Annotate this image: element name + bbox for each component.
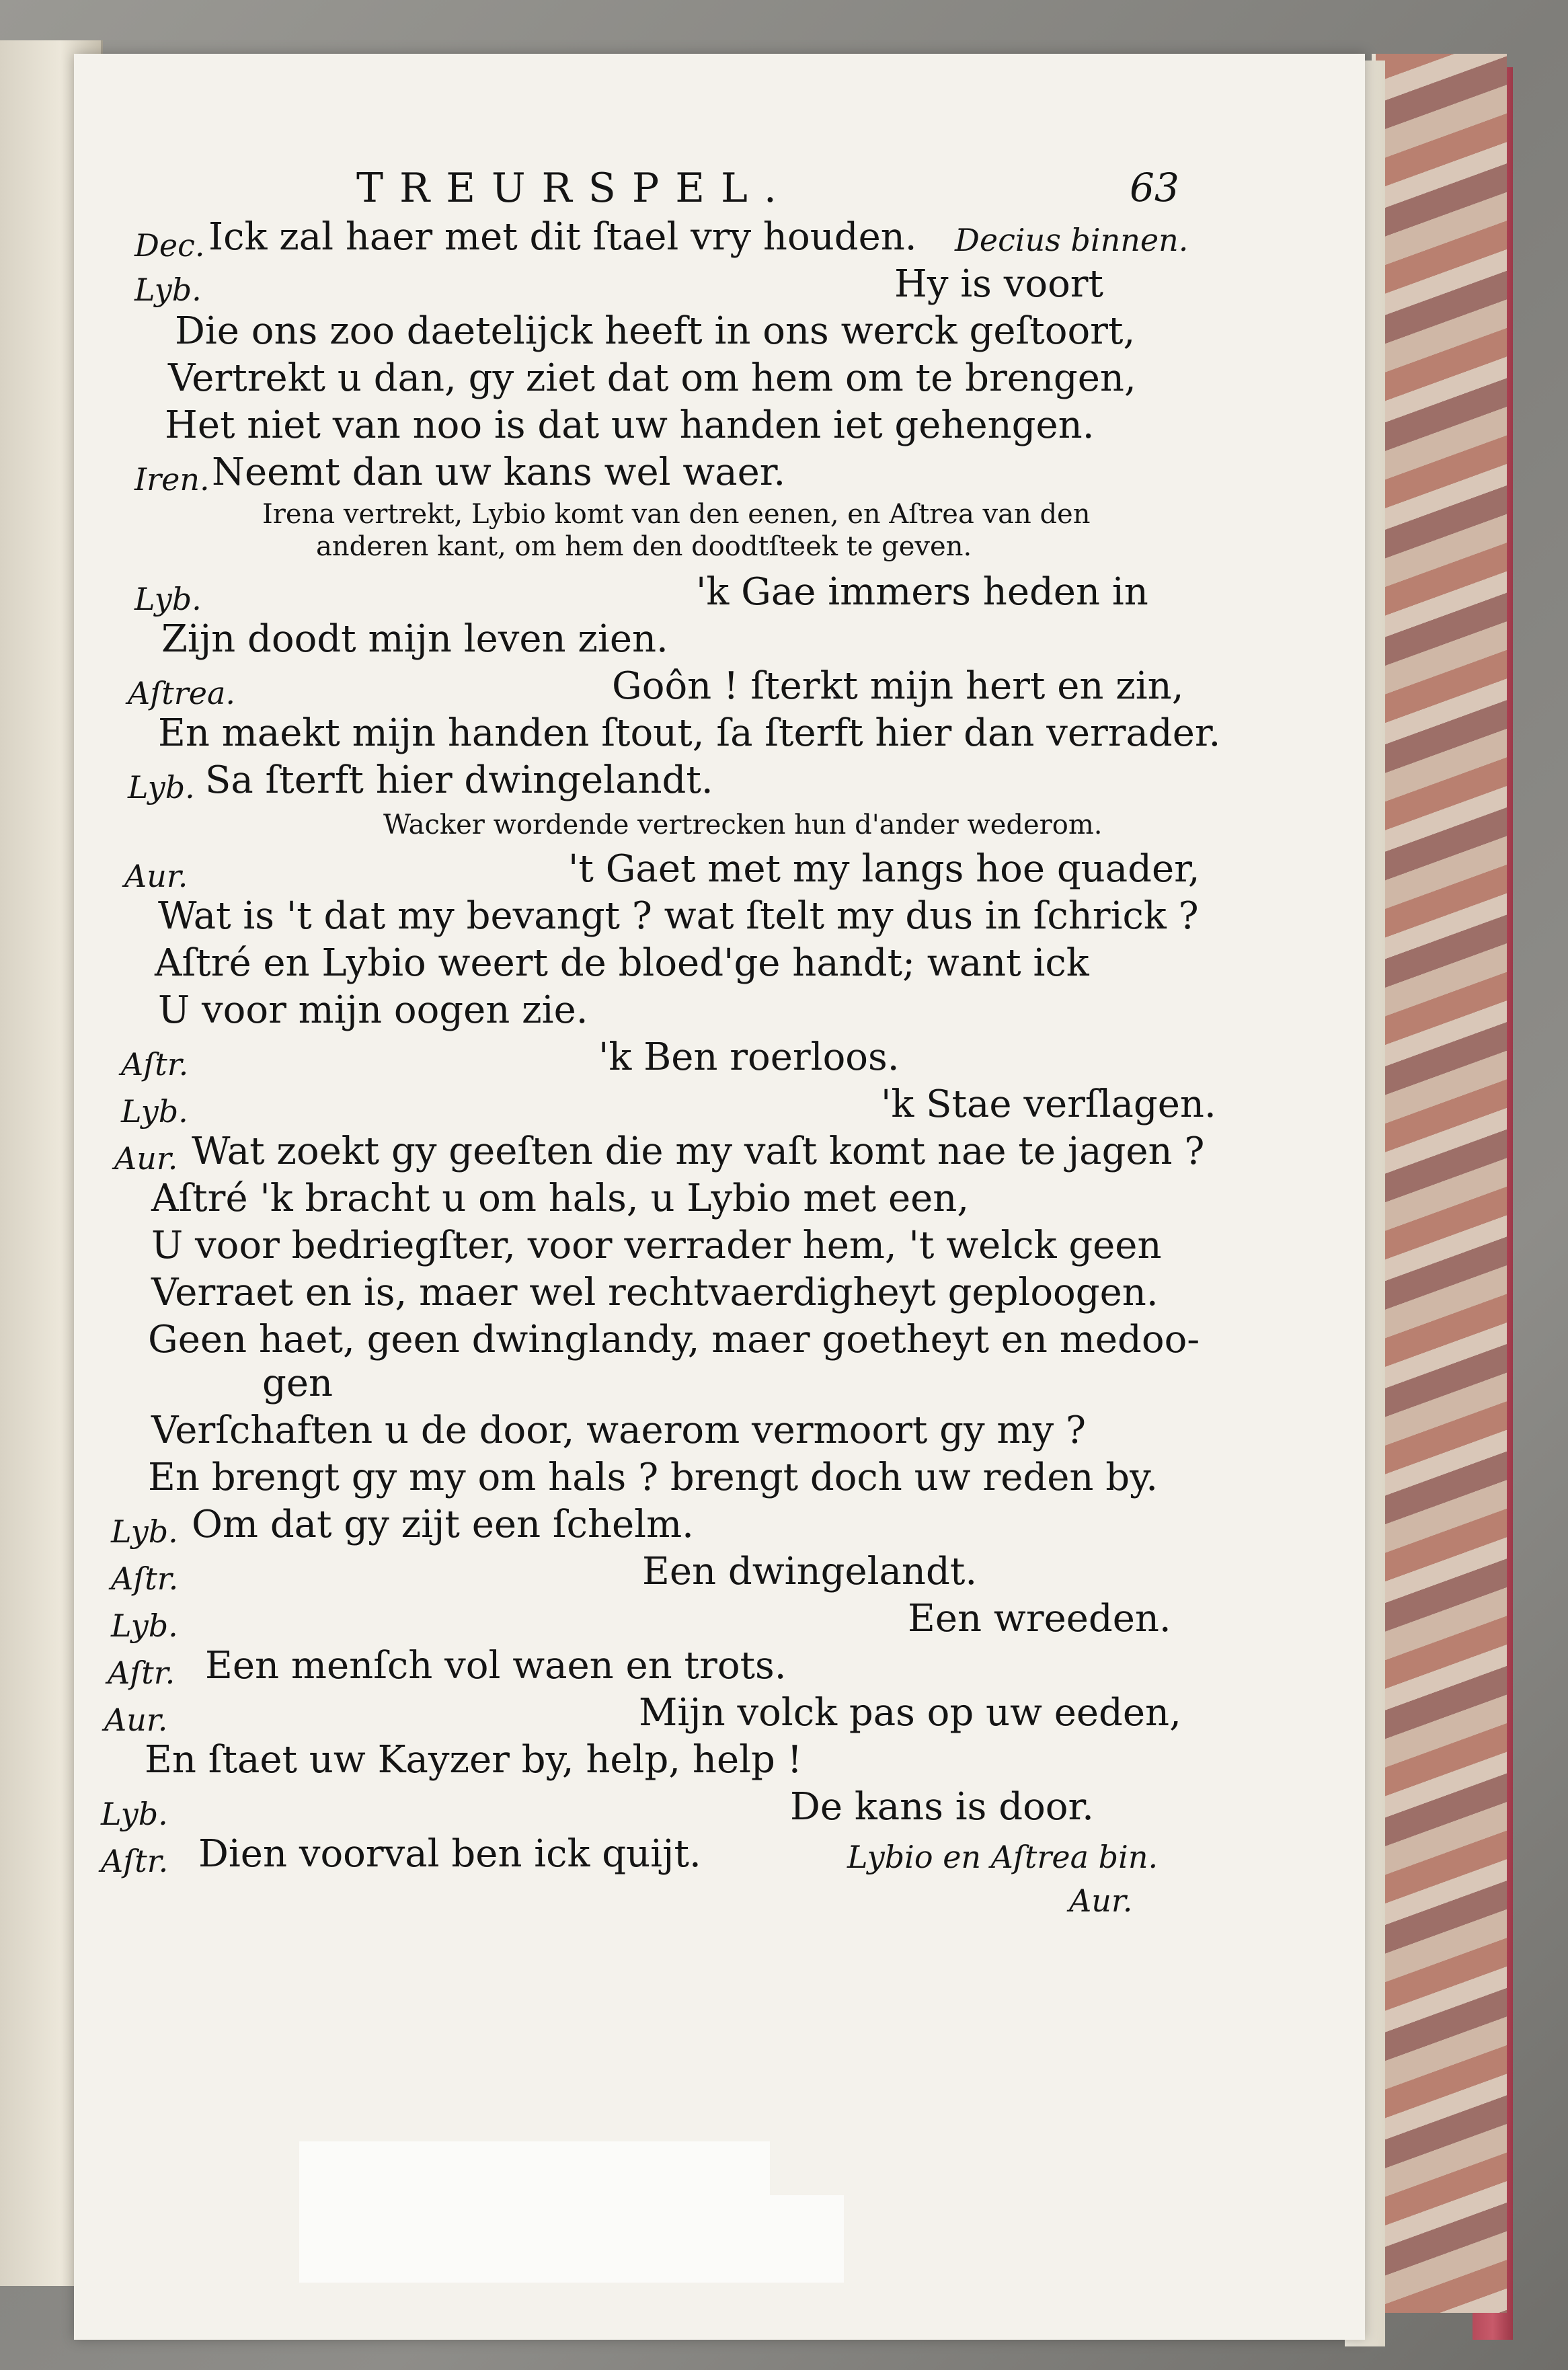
verse-line: [74, 215, 1365, 264]
verse-text: Aſtré 'k bracht u om hals, u Lybio met een,: [151, 1177, 970, 1220]
verse-text: Een menſch vol waen en trots.: [205, 1644, 787, 1688]
verse-line: [74, 450, 1365, 499]
verse-line: [74, 1597, 1365, 1645]
speaker-label: Aur.: [114, 1140, 178, 1177]
verse-line: [74, 1271, 1365, 1319]
speaker-label: Lyb.: [134, 581, 202, 617]
speaker-label: Iren.: [134, 461, 210, 498]
verse-line: [74, 617, 1365, 666]
book-page: [74, 54, 1365, 2340]
verse-line: [74, 1503, 1365, 1551]
speaker-label: Lyb.: [128, 769, 195, 805]
verse-line: [74, 1785, 1365, 1833]
speaker-label: Lyb.: [111, 1513, 178, 1550]
verse-text: Goôn ! ſterkt mijn hert en zin,: [612, 664, 1184, 708]
speaker-label: Aſtrea.: [128, 675, 235, 711]
verse-text: En brengt gy my om hals ? brengt doch uw reden by.: [148, 1456, 1159, 1499]
verse-line: [74, 570, 1365, 619]
verse-line: [74, 309, 1365, 358]
verse-text: U voor mijn oogen zie.: [158, 988, 588, 1032]
verse-text: U voor bedriegſter, voor verrader hem, 't welck geen: [151, 1224, 1162, 1267]
speaker-label: Lyb.: [101, 1796, 168, 1832]
verse-line: [74, 1832, 1365, 1881]
verse-line: [74, 356, 1365, 405]
verse-text: Wat zoekt gy geeſten die my vaſt komt nae te jagen ?: [192, 1130, 1205, 1173]
verse-text: En maekt mijn handen ſtout, ſa ſterft hier dan verrader.: [158, 711, 1221, 755]
speaker-label: Lyb.: [121, 1093, 188, 1130]
stage-direction: Wacker wordende vertrecken hun d'ander wederom.: [383, 809, 1103, 840]
verse-line: [74, 988, 1365, 1037]
verse-line: [74, 1644, 1365, 1692]
speaker-label: Lyb.: [134, 272, 202, 308]
stage-direction: Irena vertrekt, Lybio komt van den eenen, en Aſtrea van den: [262, 499, 1091, 530]
speaker-label: Lyb.: [111, 1608, 178, 1644]
speaker-label: Aſtr.: [101, 1843, 169, 1879]
verse-line: [74, 711, 1365, 760]
speaker-label: Dec.: [134, 227, 205, 264]
verse-text: De kans is door.: [790, 1785, 1094, 1829]
stage-direction: Decius binnen.: [955, 222, 1189, 258]
verse-line: [74, 403, 1365, 452]
stage-direction-line: [74, 809, 1365, 843]
verse-line: [74, 1738, 1365, 1786]
verse-text: Om dat gy zijt een ſchelm.: [192, 1503, 694, 1546]
verse-text: Sa ſterft hier dwingelandt.: [205, 758, 713, 802]
verse-text: 'k Gae immers heden in: [696, 570, 1148, 614]
verse-line: [74, 1691, 1365, 1739]
catchword-line: [74, 1883, 1365, 1931]
verse-text: Wat is 't dat my bevangt ? wat ſtelt my dus in ſchrick ?: [158, 894, 1199, 938]
verse-text: Vertrekt u dan, gy ziet dat om hem om te brengen,: [168, 356, 1136, 400]
speaker-label: Aſtr.: [108, 1655, 175, 1691]
speaker-label: Aſtr.: [111, 1561, 179, 1597]
verse-text: Verſchaften u de door, waerom vermoort gy my ?: [151, 1409, 1086, 1452]
verse-text: Een dwingelandt.: [642, 1550, 978, 1593]
marbled-endpaper: [1372, 54, 1507, 2313]
verse-text: Dien voorval ben ick quijt.: [198, 1832, 701, 1876]
verse-line: [74, 894, 1365, 943]
page-number: 63: [1130, 165, 1179, 210]
stage-direction-line: [74, 499, 1365, 532]
verse-text: Het niet van noo is dat uw handen iet gehengen.: [165, 403, 1095, 447]
verse-text: Neemt dan uw kans wel waer.: [212, 450, 786, 494]
verse-text: Aſtré en Lybio weert de bloed'ge handt; want ick: [155, 941, 1089, 985]
verse-line: [74, 1550, 1365, 1598]
running-header: TREURSPEL.: [356, 165, 793, 212]
verse-line: [74, 1035, 1365, 1084]
verse-text: Geen haet, geen dwinglandy, maer goetheyt en medoo-: [148, 1318, 1200, 1361]
verse-text: gen: [262, 1361, 334, 1405]
paper-patch: [299, 2141, 770, 2283]
verse-text: Zijn doodt mijn leven zien.: [161, 617, 668, 661]
verse-line: [74, 1318, 1365, 1366]
verse-text: Mijn volck pas op uw eeden,: [639, 1691, 1181, 1735]
stage-direction: Lybio en Aſtrea bin.: [847, 1839, 1159, 1875]
speaker-label: Aur.: [104, 1702, 168, 1738]
verse-text: Die ons zoo daetelijck heeft in ons werck geſtoort,: [175, 309, 1136, 353]
verse-line: [74, 1224, 1365, 1272]
catchword: Aur.: [1069, 1883, 1133, 1919]
verse-text: 'k Stae verſlagen.: [881, 1082, 1216, 1126]
verse-line: [74, 1130, 1365, 1178]
verse-line: [74, 1409, 1365, 1457]
verse-line: [74, 847, 1365, 896]
verse-line: [74, 1456, 1365, 1504]
verse-line: [74, 664, 1365, 713]
paper-patch: [709, 2195, 844, 2283]
verse-text: 'k Ben roerloos.: [598, 1035, 900, 1079]
verse-line: [74, 758, 1365, 807]
verse-text: Hy is voort: [894, 262, 1104, 306]
verse-text: Ick zal haer met dit ſtael vry houden.: [208, 215, 917, 259]
verse-text: 't Gaet met my langs hoe quader,: [568, 847, 1200, 891]
verse-text: Een wreeden.: [908, 1597, 1171, 1641]
verse-line: [74, 1082, 1365, 1131]
verse-text: En ſtaet uw Kayzer by, help, help !: [145, 1738, 803, 1782]
speaker-label: Aur.: [124, 858, 188, 894]
verse-line: [74, 262, 1365, 311]
verse-line: [74, 1177, 1365, 1225]
verse-line: [74, 941, 1365, 990]
speaker-label: Aſtr.: [121, 1046, 189, 1082]
stage-direction-line: [74, 531, 1365, 565]
stage-direction: anderen kant, om hem den doodtſteek te geven.: [316, 531, 972, 562]
verse-text: Verraet en is, maer wel rechtvaerdigheyt geploogen.: [151, 1271, 1159, 1314]
verse-line: [74, 1361, 1365, 1410]
